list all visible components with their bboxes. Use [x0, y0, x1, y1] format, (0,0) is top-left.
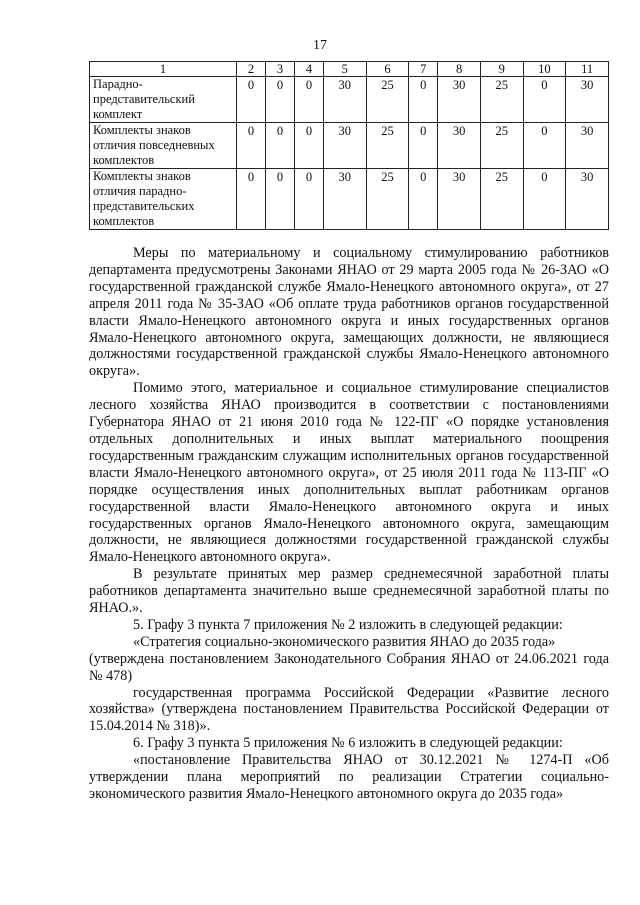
table-cell: 0 [237, 169, 266, 230]
page-number: 17 [313, 38, 327, 53]
table-cell: 0 [265, 77, 294, 123]
table-cell: 30 [438, 123, 481, 169]
table-cell: 25 [480, 123, 523, 169]
table-header-cell: 11 [566, 62, 609, 77]
table-cell: 0 [409, 77, 438, 123]
table-row [90, 123, 609, 169]
paragraph-resolution: «постановление Правительства ЯНАО от 30.12.2021 № 1274-П «Об утверждении плана мероприятий по реализации Стратегии социально-экономического развития Ямало-Ненецкого автономного округа до 2035 года» [89, 752, 609, 802]
table-cell: 0 [265, 123, 294, 169]
table-cell: 0 [523, 77, 566, 123]
table-row-label: Комплекты знаков отличия повседневных комплектов [90, 123, 237, 169]
table-cell: 30 [438, 77, 481, 123]
table-cell: 0 [294, 77, 323, 123]
table-cell: 25 [366, 77, 409, 123]
table-header-cell: 4 [294, 62, 323, 77]
paragraph-result: В результате принятых мер размер среднемесячной заработной платы работников департамента значительно выше среднемесячной заработной платы по ЯНАО.». [89, 566, 609, 617]
paragraph-state-program: государственная программа Российской Федерации «Развитие лесного хозяйства» (утверждена постановлением Правительства Российской Федерации от 15.04.2014 № 318)». [89, 684, 609, 735]
paragraph-strategy-approval: (утверждена постановлением Законодательного Собрания ЯНАО от 24.06.2021 года № 478) [89, 650, 609, 684]
table-cell: 0 [409, 169, 438, 230]
paragraph-incentives: Меры по материальному и социальному стимулированию работников департамента предусмотрены Законами ЯНАО от 29 марта 2005 года № 26-ЗАО «О государственной гражданской службе Ямало-Ненецкого автономного округа», от 27 апреля 2011 года № 35-ЗАО «Об оплате труда работников органов государственной власти Ямало-Ненецкого автономного округа и иных государственных органов Ямало-Ненецкого автономного округа, замещающих должности, не являющиеся должностями государственной гражданской службы Ямало-Ненецкого автономного округа». [89, 245, 609, 380]
table-header-cell: 8 [438, 62, 481, 77]
table-cell: 30 [323, 77, 366, 123]
table-header-cell: 6 [366, 62, 409, 77]
table-row-label: Парадно-представительский комплект [90, 77, 237, 123]
paragraph-strategy-title: «Стратегия социально-экономического развития ЯНАО до 2035 года» [133, 633, 556, 650]
table-cell: 30 [438, 169, 481, 230]
table-cell: 0 [294, 123, 323, 169]
table-cell: 0 [265, 169, 294, 230]
table-row [90, 77, 609, 123]
table-cell: 0 [237, 123, 266, 169]
table-cell: 30 [566, 169, 609, 230]
paragraph-item-5: 5. Графу 3 пункта 7 приложения № 2 изложить в следующей редакции: [133, 616, 563, 633]
document-body [89, 245, 609, 803]
table-cell: 0 [523, 123, 566, 169]
table-header-cell: 1 [90, 62, 237, 77]
table-header-cell: 7 [409, 62, 438, 77]
paragraph-item-6: 6. Графу 3 пункта 5 приложения № 6 изложить в следующей редакции: [133, 735, 563, 752]
table-header-cell: 3 [265, 62, 294, 77]
table-header-cell: 10 [523, 62, 566, 77]
table-row-label: Комплекты знаков отличия парадно-представительских комплектов [90, 169, 237, 230]
table-cell: 30 [566, 77, 609, 123]
table-cell: 0 [294, 169, 323, 230]
table-cell: 25 [480, 77, 523, 123]
table-cell: 30 [566, 123, 609, 169]
table-cell: 25 [366, 169, 409, 230]
table-header-row [90, 62, 609, 77]
table-header-cell: 5 [323, 62, 366, 77]
table-cell: 0 [409, 123, 438, 169]
table-cell: 30 [323, 123, 366, 169]
table-cell: 25 [366, 123, 409, 169]
table-cell: 0 [237, 77, 266, 123]
table-cell: 25 [480, 169, 523, 230]
table-header-cell: 2 [237, 62, 266, 77]
table-cell: 30 [323, 169, 366, 230]
table-header-cell: 9 [480, 62, 523, 77]
table-cell: 0 [523, 169, 566, 230]
paragraph-forestry-incentives: Помимо этого, материальное и социальное стимулирование специалистов лесного хозяйства ЯНАО производится в соответствии с постановлениями Губернатора ЯНАО от 21 июня 2010 года № 122-ПГ «О порядке установления отдельных дополнительных и иных выплат материального поощрения государственным гражданским служащим исполнительных органов государственной власти Ямало-Ненецкого автономного округа», от 25 июля 2011 года № 113-ПГ «О порядке осуществления иных дополнительных выплат работникам органов государственной власти Ямало-Ненецкого автономного округа и иных государственных органов Ямало-Ненецкого автономного округа, замещающим должности, не являющиеся должностями государственной гражданской службы Ямало-Ненецкого автономного округа». [89, 380, 609, 566]
table-row [90, 169, 609, 230]
data-table [89, 61, 609, 230]
